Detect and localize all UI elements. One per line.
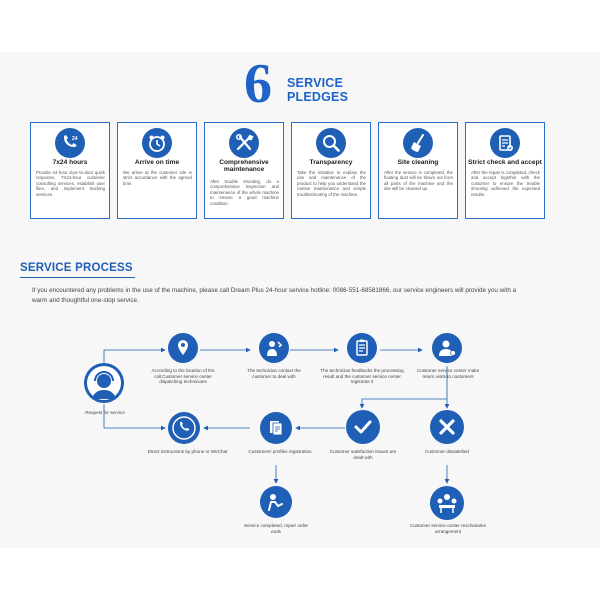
pledge-title: Strict check and accept — [468, 159, 542, 166]
pledge-title: 7x24 hours — [52, 159, 88, 166]
customer-service-agent-icon — [432, 333, 462, 363]
customer-service-headset-icon — [84, 363, 124, 403]
pledge-title: Site cleaning — [397, 159, 439, 166]
phone-icon — [168, 412, 200, 444]
pledge-desc: Provide 24-hour door-to-door quick response, 7X24-hour customer consulting services, establish user files, and implement tracking services. — [36, 170, 105, 197]
process-title: SERVICE PROCESS — [20, 262, 133, 274]
pledges-title-line1: SERVICE — [287, 76, 344, 90]
svg-text:24: 24 — [72, 136, 78, 142]
step-feedback-label: The technician feedbacks the processing result and the customer service center registrate it — [320, 368, 404, 385]
step-request-label: Request for service — [85, 410, 125, 415]
cross-icon — [430, 410, 464, 444]
pledge-title: Transparency — [309, 159, 353, 166]
step-completed-label: Service completed, repair order ends — [243, 523, 309, 534]
pledge-title: Arrive on time — [134, 159, 180, 166]
technician-icon — [259, 333, 289, 363]
service-complete-icon — [260, 486, 292, 518]
pledge-title: Comprehensive maintenance — [219, 159, 269, 173]
pledge-desc: After trouble shooting, do a comprehensive inspection and maintenance of the whole machine to ensure a good machine condition. — [210, 179, 279, 206]
pledges-title-line2: PLEDGES — [287, 90, 349, 104]
pledge-desc: Take the initiative to explain the use and maintenance of the product to help you understand the routine maintenance and simple troubleshooting of the machine. — [297, 170, 366, 197]
step-phone-label: Direct instructions by phone or WeChat — [147, 449, 228, 454]
step-location-label: According to the location of the call,Customer service center dispatching technicians — [151, 368, 215, 385]
process-intro: If you encountered any problems in the use of the machine, please call Dream Plus 24-hour service hotline: 0086-551-68581866, our service engineers will provide you with a warm and thoughtful one-stop service. — [32, 287, 517, 304]
checkmark-icon — [346, 410, 380, 444]
step-profiles-label: Customers' profiles registration — [248, 449, 312, 454]
pledge-desc: After the repair is completed, check and accept together with the customer to ensure the trouble shooting achieved the expected results. — [471, 170, 540, 197]
step-reschedule-label: Customer service center reschedules arrangement — [410, 523, 486, 534]
step-dissatisfied-label: Customer dissatisfied — [425, 449, 469, 454]
pledge-desc: After the service is completed, the floating dust will be blown out from all parts of the machine and the site will be cleaned up. — [384, 170, 453, 192]
documents-icon — [260, 412, 292, 444]
step-return-visit-label: Customer service center make return visits to customers — [416, 368, 480, 379]
step-contact-label: The technician contact the customer to deal with — [247, 368, 301, 379]
pledges-number: 6 — [244, 53, 272, 115]
step-satisfaction-label: Customer satisfaction issues are dealt with — [329, 449, 397, 460]
meeting-group-icon — [430, 486, 464, 520]
location-pin-icon — [168, 333, 198, 363]
clipboard-icon — [347, 333, 377, 363]
pledge-desc: We arrive at the customer site in strict accordance with the agreed time. — [123, 170, 192, 186]
